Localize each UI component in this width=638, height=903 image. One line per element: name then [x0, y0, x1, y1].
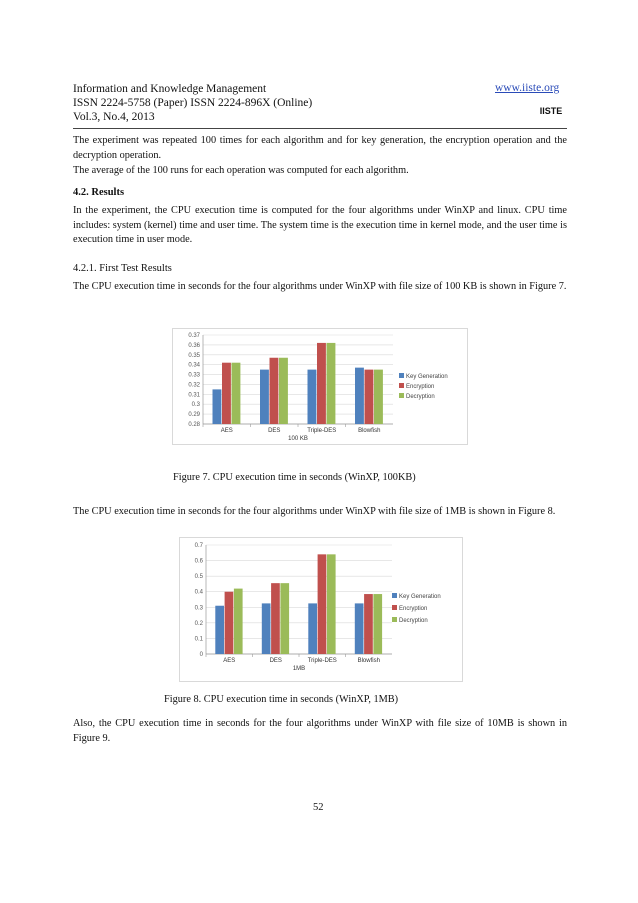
legend-label: Key Generation — [399, 594, 441, 600]
bar-key-generation — [215, 606, 224, 654]
legend-label: Encryption — [399, 606, 428, 612]
legend-swatch — [399, 373, 404, 378]
bar-encryption — [225, 592, 234, 654]
y-tick-label: 0.5 — [194, 574, 203, 581]
bar-encryption — [270, 358, 279, 424]
x-tick-label: DES — [269, 658, 282, 664]
x-tick-label: AES — [220, 428, 233, 434]
paragraph-fig8-intro: The CPU execution time in seconds for the four algorithms under WinXP with file size of 1MB is shown in Figure 8. — [73, 506, 556, 517]
bar-decryption — [374, 370, 383, 424]
y-tick-label: 0.35 — [188, 352, 200, 359]
figure-8-caption: Figure 8. CPU execution time in seconds (WinXP, 1MB) — [164, 694, 399, 705]
paragraph-average: The average of the 100 runs for each operation was computed for each algorithm. — [73, 165, 409, 176]
journal-name: Information and Knowledge Management — [73, 83, 267, 95]
x-tick-label: Blowfish — [357, 658, 380, 664]
bar-decryption — [280, 583, 289, 654]
bar-key-generation — [213, 389, 222, 424]
legend-swatch — [399, 383, 404, 388]
y-tick-label: 0.7 — [194, 543, 203, 549]
volume-line: Vol.3, No.4, 2013 — [73, 111, 155, 123]
bar-encryption — [318, 554, 327, 654]
legend-swatch — [392, 605, 397, 610]
x-tick-label: Triple-DES — [307, 658, 337, 664]
header-rule — [73, 128, 567, 129]
y-tick-label: 0 — [199, 652, 203, 658]
figure-7-svg — [173, 329, 467, 444]
x-tick-label: AES — [223, 658, 236, 664]
bar-decryption — [232, 363, 241, 424]
y-tick-label: 0.36 — [188, 342, 200, 349]
x-axis-label: 100 KB — [288, 436, 308, 442]
y-tick-label: 0.34 — [188, 362, 200, 369]
y-tick-label: 0.29 — [188, 412, 200, 419]
x-tick-label: Triple-DES — [307, 428, 337, 434]
running-header — [73, 82, 312, 124]
paragraph-fig9-intro: Also, the CPU execution time in seconds for the four algorithms under WinXP with file size of 10MB is shown in Figure 9. — [73, 718, 567, 744]
legend-swatch — [392, 617, 397, 622]
figure-8-svg — [180, 538, 462, 681]
page-number: 52 — [313, 802, 324, 813]
bar-decryption — [234, 589, 243, 654]
bar-key-generation — [308, 603, 317, 654]
issn-line: ISSN 2224-5758 (Paper) ISSN 2224-896X (Online) — [73, 97, 313, 109]
legend-swatch — [399, 393, 404, 398]
section-heading: 4.2. Results — [73, 187, 125, 198]
bar-encryption — [271, 583, 280, 654]
figure-7-caption: Figure 7. CPU execution time in seconds (WinXP, 100KB) — [173, 472, 416, 483]
legend-label: Key Generation — [406, 374, 448, 380]
bar-encryption — [317, 343, 326, 424]
subsection-heading: 4.2.1. First Test Results — [73, 263, 172, 274]
legend-swatch — [392, 593, 397, 598]
paragraph-repetition: The experiment was repeated 100 times for each algorithm and for key generation, the encryption operation and the decryption operation. — [73, 135, 567, 161]
bar-key-generation — [355, 603, 364, 654]
y-tick-label: 0.4 — [194, 589, 203, 596]
y-tick-label: 0.33 — [188, 372, 200, 379]
y-tick-label: 0.6 — [194, 558, 203, 565]
y-tick-label: 0.2 — [194, 620, 203, 627]
bar-decryption — [327, 554, 336, 654]
bar-key-generation — [260, 370, 269, 424]
y-tick-label: 0.3 — [191, 402, 200, 409]
y-tick-label: 0.32 — [188, 382, 200, 389]
bar-encryption — [222, 363, 231, 424]
bar-key-generation — [355, 368, 364, 424]
y-tick-label: 0.28 — [188, 422, 200, 428]
legend-label: Decryption — [406, 394, 435, 400]
bar-decryption — [327, 343, 336, 424]
svg-text:IISTE: IISTE — [539, 106, 563, 116]
y-tick-label: 0.3 — [194, 605, 203, 612]
bar-encryption — [364, 594, 373, 654]
figure-8-chart — [179, 537, 463, 682]
iiste-logo — [538, 100, 564, 118]
x-tick-label: Blowfish — [358, 428, 381, 434]
bar-decryption — [279, 358, 288, 424]
legend-label: Encryption — [406, 384, 435, 390]
bar-decryption — [373, 594, 382, 654]
bar-key-generation — [308, 370, 317, 424]
legend-label: Decryption — [399, 618, 428, 624]
y-tick-label: 0.37 — [188, 333, 200, 339]
y-tick-label: 0.31 — [188, 392, 200, 399]
paragraph-results: In the experiment, the CPU execution time is computed for the four algorithms under WinXP and linux. CPU time includes: system (kernel) time and user time. The system time is the execution time in kernel mode, and the user time is execution time in user mode. — [73, 205, 567, 245]
x-tick-label: DES — [268, 428, 281, 434]
paragraph-fig7-intro: The CPU execution time in seconds for the four algorithms under WinXP with file size of 100 KB is shown in Figure 7. — [73, 281, 567, 292]
x-axis-label: 1MB — [292, 666, 306, 672]
y-tick-label: 0.1 — [194, 636, 203, 643]
bar-key-generation — [262, 603, 271, 654]
journal-url-link[interactable]: www.iiste.org — [495, 82, 560, 94]
figure-7-chart — [172, 328, 468, 445]
bar-encryption — [365, 370, 374, 424]
